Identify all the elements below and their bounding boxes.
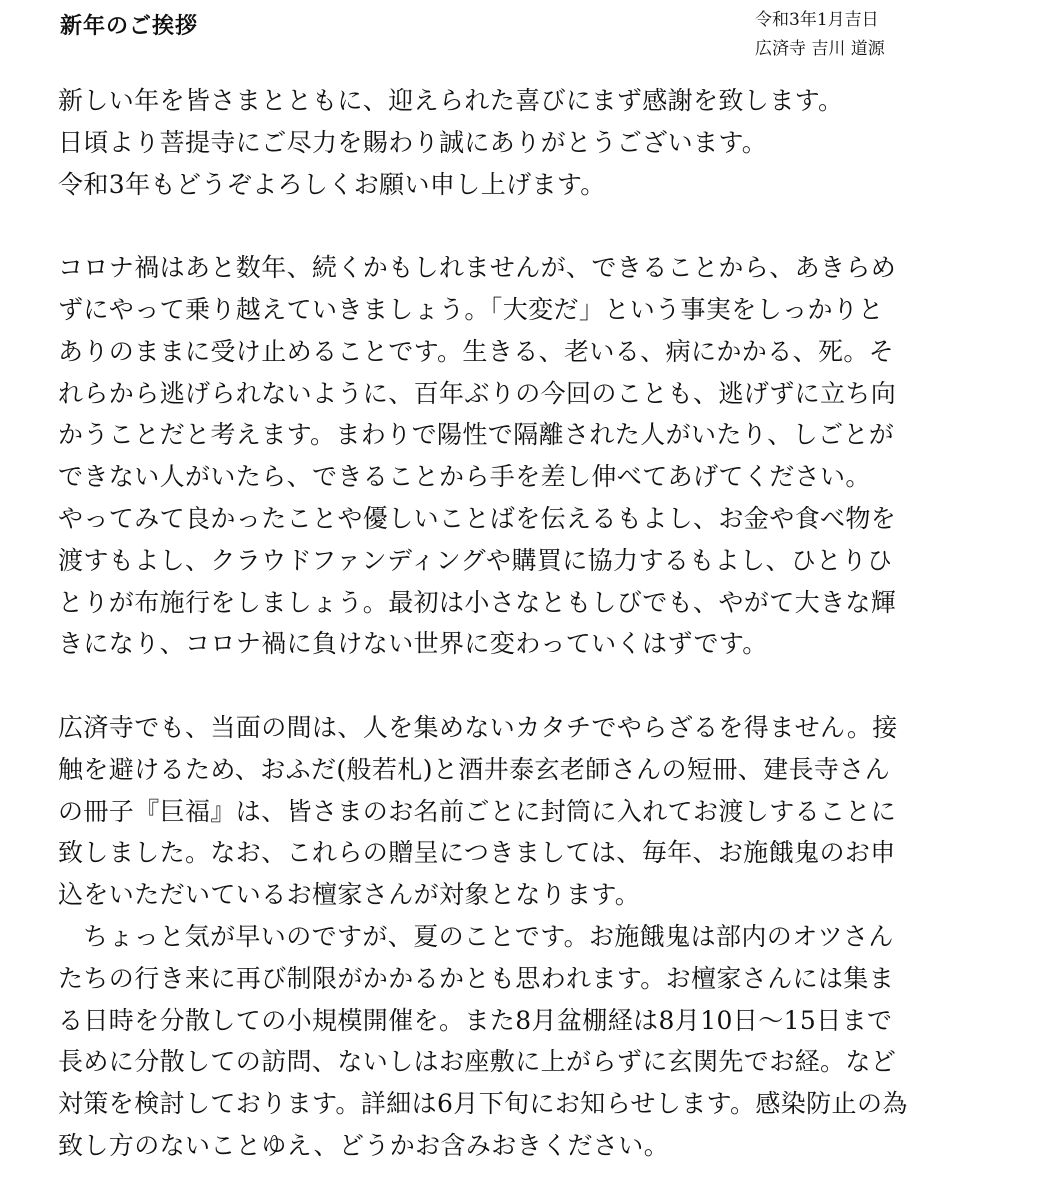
paragraph-spacer	[58, 205, 988, 247]
body-line: 広済寺でも、当面の間は、人を集めないカタチでやらざるを得ません。接	[58, 712, 898, 742]
body-line: とりが布施行をしましょう。最初は小さなともしびでも、やがて大きな輝	[58, 587, 897, 617]
body-line: きになり、コロナ禍に負けない世界に変わっていくはずです。	[58, 629, 768, 659]
body-line: できない人がいたら、できることから手を差し伸べてあげてください。	[58, 462, 871, 492]
body-line: の冊子『巨福』は、皆さまのお名前ごとに封筒に入れてお渡しすることに	[58, 796, 897, 826]
body-line: コロナ禍はあと数年、続くかもしれませんが、できることから、あきらめ	[58, 253, 897, 283]
body-line: かうことだと考えます。まわりで陽性で隔離された人がいたり、しごとが	[58, 420, 895, 450]
body-line: 長めに分散しての訪問、ないしはお座敷に上がらずに玄関先でお経。など	[58, 1047, 897, 1077]
body-line: 令和3年もどうぞよろしくお願い申し上げます。	[58, 169, 606, 199]
body-line: 新しい年を皆さまとともに、迎えられた喜びにまず感謝を致します。	[58, 86, 844, 115]
letter-title: 新年のご挨拶	[60, 13, 199, 39]
body-line: れらから逃げられないように、百年ぶりの今回のことも、逃げずに立ち向	[58, 378, 897, 408]
letter-meta	[755, 6, 885, 64]
body-line: 致しました。なお、これらの贈呈につきましては、毎年、お施餓鬼のお申	[58, 838, 896, 868]
body-line: ずにやって乗り越えていきましょう。「大変だ」という事実をしっかりと	[58, 294, 884, 324]
body-line: やってみて良かったことや優しいことばを伝えるもよし、お金や食べ物を	[58, 503, 897, 533]
letter-date: 令和3年1月吉日	[755, 10, 879, 30]
body-line: ありのままに受け止めることです。生きる、老いる、病にかかる、死。そ	[58, 336, 895, 366]
body-line: 込をいただいているお檀家さんが対象となります。	[58, 880, 641, 910]
paragraph-spacer	[58, 665, 988, 707]
body-line: る日時を分散しての小規模開催を。また8月盆棚経は8月10日～15日まで	[58, 1005, 893, 1035]
body-line: 渡すもよし、クラウドファンディングや購買に協力するもよし、ひとりひ	[58, 545, 893, 575]
body-line: 触を避けるため、おふだ(般若札)と酒井泰玄老師さんの短冊、建長寺さん	[58, 754, 891, 784]
body-line: ちょっと気が早いのですが、夏のことです。お施餓鬼は部内のオツさん	[83, 921, 894, 951]
letter-body	[58, 80, 988, 1167]
letter-author: 広済寺 吉川 道源	[755, 39, 885, 59]
body-line: 致し方のないことゆえ、どうかお含みおきください。	[58, 1130, 670, 1160]
body-line: たちの行き来に再び制限がかかるかとも思われます。お檀家さんには集ま	[58, 963, 895, 993]
body-line: 日頃より菩提寺にご尽力を賜わり誠にありがとうございます。	[58, 127, 768, 157]
body-line: 対策を検討しております。詳細は6月下旬にお知らせします。感染防止の為	[58, 1089, 908, 1119]
